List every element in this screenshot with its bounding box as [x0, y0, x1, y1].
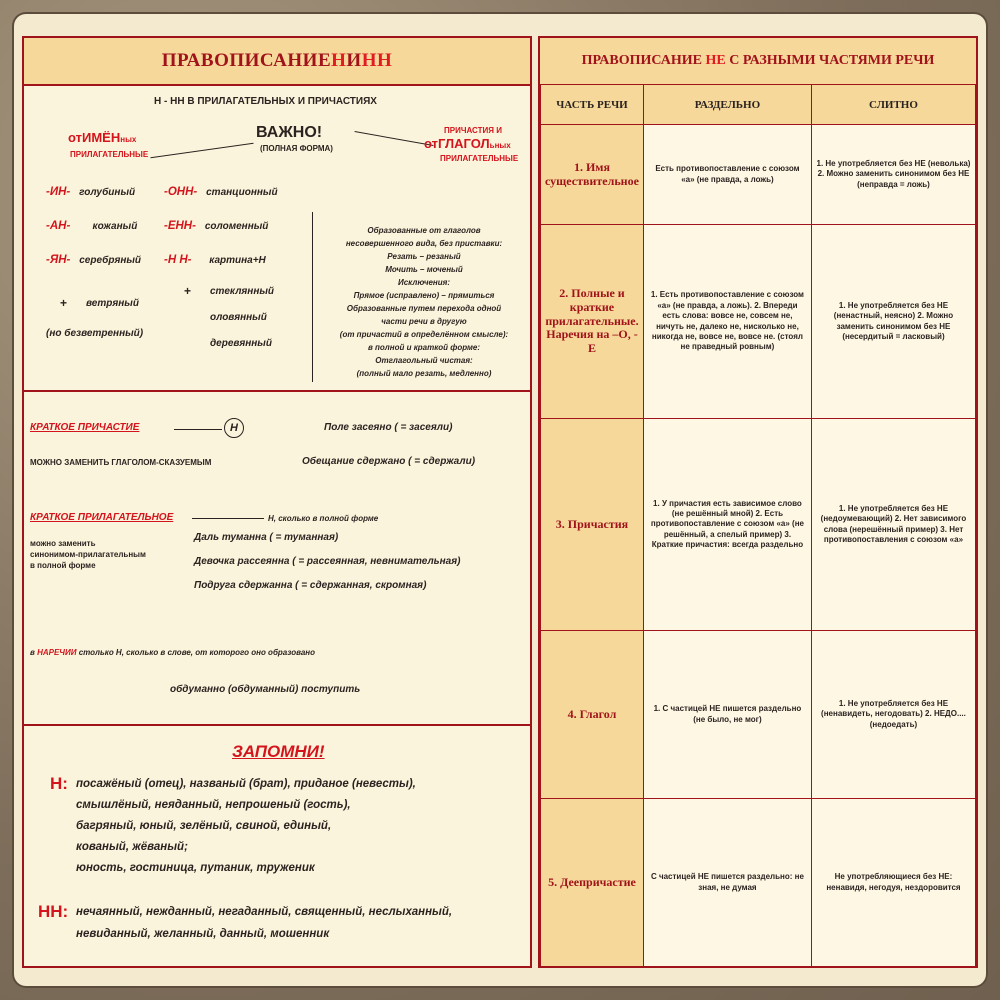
header-separate: РАЗДЕЛЬНО	[643, 85, 811, 125]
right-title	[540, 38, 976, 86]
verb-note: части речи в другую	[381, 317, 467, 326]
suffix-example: соломенный	[204, 221, 269, 232]
n-label: Н:	[50, 774, 68, 793]
header-together: СЛИТНО	[811, 85, 975, 125]
verb-note: Отглагольный чистая:	[375, 356, 473, 365]
arrow-right	[355, 131, 434, 146]
important-label: ВАЖНО!	[256, 124, 323, 141]
from-nouns-a: от	[68, 130, 82, 145]
suffix-row	[46, 216, 141, 250]
short-adjective-label: КРАТКОЕ ПРИЛАГАТЕЛЬНОЕ	[30, 512, 174, 523]
left-panel	[22, 36, 532, 968]
plus-words-2	[210, 286, 274, 364]
word-line: нечаянный, нежданный, негаданный, священный, неслыханный,	[76, 906, 453, 918]
title-part: С РАЗНЫМИ ЧАСТЯМИ РЕЧИ	[729, 53, 935, 68]
suffix-row	[46, 182, 141, 216]
suffix-example: кожаный	[92, 221, 138, 232]
verb-note: Прямое (исправлено) – прямиться	[353, 291, 495, 300]
suffix: -ИН-	[46, 186, 71, 198]
word-line: багряный, юный, зелёный, свиной, единый,	[76, 820, 332, 832]
important-sub: (ПОЛНАЯ ФОРМА)	[260, 144, 333, 153]
part-cell: 4. Глагол	[541, 631, 644, 799]
together-cell: Не употребляющиеся без НЕ: ненавидя, негодуя, нездоровится	[811, 799, 975, 967]
section-short-forms	[24, 392, 530, 726]
verb-note: несовершенного вида, без приставки:	[345, 239, 503, 248]
from-nouns-b: ИМЁН	[81, 130, 121, 145]
nn-words	[76, 906, 452, 950]
verb-note: Образованные путем перехода одной	[346, 304, 502, 313]
plus-word: деревянный	[210, 338, 272, 349]
example: Подруга сдержанна ( = сдержанная, скромная)	[194, 580, 427, 591]
suffix-column-1	[46, 182, 141, 284]
suffix: -ЕНН-	[164, 220, 196, 232]
verb-note: в полной и краткой форме:	[367, 343, 481, 352]
part-cell: 5. Деепричастие	[541, 799, 644, 967]
adverb-example: обдуманно (обдуманный) поступить	[170, 684, 361, 695]
title-part: ПРАВОПИСАНИЕ	[581, 53, 703, 68]
short-adjective-examples	[194, 532, 460, 604]
adverb-b: НАРЕЧИИ	[37, 648, 77, 657]
ne-table	[540, 84, 976, 967]
verb-note: Резать – резаный	[387, 252, 461, 261]
suffix-example: голубиный	[79, 187, 136, 198]
short-participle-note: МОЖНО ЗАМЕНИТЬ ГЛАГОЛОМ-СКАЗУЕМЫМ	[30, 458, 212, 467]
short-adjective-rule: Н, сколько в полной форме	[268, 514, 379, 523]
remember-title: ЗАПОМНИ!	[232, 742, 325, 761]
divider-line	[312, 212, 313, 382]
short-participle-label: КРАТКОЕ ПРИЧАСТИЕ	[30, 422, 140, 433]
short-participle-example-2: Обещание сдержано ( = сдержали)	[302, 456, 476, 467]
plus-sign-2: +	[184, 284, 192, 298]
table-header-row	[541, 85, 976, 125]
table-row	[541, 631, 976, 799]
part-cell: 1. Имя существительное	[541, 125, 644, 225]
verb-note: Образованные от глаголов	[367, 226, 481, 235]
word-line: кованый, жёваный;	[76, 841, 188, 853]
adverb-c: столько Н, сколько в слове, от которого оно образовано	[76, 648, 315, 657]
part-cell: 2. Полные и краткие прилагательные. Наречия на –О, - Е	[541, 225, 644, 419]
verb-note: (от причастий в определённом смысле):	[339, 330, 509, 339]
together-cell: 1. Не употребляется без НЕ (ненастный, неясно) 2. Можно заменить синонимом без НЕ (несердитый = ласковый)	[811, 225, 975, 419]
suffix-row	[164, 216, 278, 250]
word-line: невиданный, желанный, данный, мошенник	[76, 928, 330, 940]
note-line: можно заменить	[30, 539, 96, 548]
suffix-example: станционный	[206, 187, 278, 198]
separate-cell: С частицей НЕ пишется раздельно: не зная, не думая	[643, 799, 811, 967]
n-circle: Н	[224, 418, 244, 438]
separate-cell: 1. С частицей НЕ пишется раздельно (не было, не мог)	[643, 631, 811, 799]
suffix-row	[46, 250, 141, 284]
word-line: юность, гостиница, путаник, труженик	[76, 862, 315, 874]
suffix-example: картина+Н	[209, 255, 266, 266]
verb-note: (полный мало резать, медленно)	[356, 369, 492, 378]
from-nouns-label	[68, 130, 136, 145]
together-cell: 1. Не употребляется без НЕ (неволька) 2. Можно заменить синонимом без НЕ (неправда = ложь)	[811, 125, 975, 225]
table-row	[541, 125, 976, 225]
from-verbs-b: отГЛАГОЛ	[424, 136, 490, 151]
verb-note: Мочить – моченый	[385, 265, 463, 274]
suffix: -ОНН-	[164, 186, 198, 198]
adverb-rule	[30, 648, 315, 657]
suffix: -АН-	[46, 220, 71, 232]
arrow-left	[150, 143, 253, 158]
suffix-row	[164, 250, 278, 284]
header-part: ЧАСТЬ РЕЧИ	[541, 85, 644, 125]
title-part: И	[346, 50, 362, 71]
from-verbs-sub: ПРИЛАГАТЕЛЬНЫЕ	[440, 154, 519, 163]
plus-word: оловянный	[210, 312, 267, 323]
word-line: посажёный (отец), названый (брат), приданое (невесты),	[76, 778, 416, 790]
title-part: ПРАВОПИСАНИЕ	[161, 50, 332, 71]
suffix-column-2	[164, 182, 278, 284]
part-cell: 3. Причастия	[541, 419, 644, 631]
table-row	[541, 225, 976, 419]
right-panel	[538, 36, 978, 968]
suffix-example: серебряный	[79, 255, 142, 266]
plus-word: стеклянный	[210, 286, 275, 297]
suffix: -ЯН-	[46, 254, 71, 266]
from-nouns-c: ных	[120, 135, 137, 144]
separate-cell: 1. У причастия есть зависимое слово (не решённый мной) 2. Есть противопоставление с союзом «а» (не решённый, а спелый пример) 3. Краткие причастия: всегда раздельно	[643, 419, 811, 631]
section-n-nn-adjectives	[24, 84, 530, 392]
table-row	[541, 799, 976, 967]
n-words	[76, 778, 416, 883]
suffix-row	[164, 182, 278, 216]
separate-cell: 1. Есть противопоставление с союзом «а» (не правда, а ложь). 2. Впереди есть слова: вовсе не, совсем не, ничуть не, далеко не, нисколько не, никогда не, вовсе не, вовсе не. (стоял не праведный ровным)	[643, 225, 811, 419]
table-row	[541, 419, 976, 631]
together-cell: 1. Не употребляется без НЕ (ненавидеть, негодовать) 2. НЕДО.... (недоедать)	[811, 631, 975, 799]
from-verbs-label	[424, 136, 511, 151]
separate-cell: Есть противопоставление с союзом «а» (не правда, а ложь)	[643, 125, 811, 225]
suffix: -Н Н-	[164, 254, 192, 266]
section-subtitle: Н - НН В ПРИЛАГАТЕЛЬНЫХ И ПРИЧАСТИЯХ	[154, 96, 377, 107]
nn-label: НН:	[38, 902, 69, 921]
together-cell: 1. Не употребляется без НЕ (недоумевающий) 2. Нет зависимого слова (нерешённый пример) 3. Нет противопоставления с союзом «а»	[811, 419, 975, 631]
plus-note-1: (но безветренный)	[46, 328, 144, 339]
from-verbs-a: ПРИЧАСТИЯ И	[444, 126, 502, 135]
title-highlight-n: Н	[331, 50, 347, 71]
short-participle-example-1: Поле засеяно ( = засеяли)	[324, 422, 453, 433]
note-line: в полной форме	[30, 561, 96, 570]
adverb-a: в	[30, 648, 38, 657]
title-highlight-ne: НЕ	[705, 53, 726, 68]
example: Девочка рассеянна ( = рассеянная, невнимательная)	[194, 556, 461, 567]
word-line: смышлёный, неяданный, непрошеный (гость),	[76, 799, 351, 811]
note-line: синонимом-прилагательным	[30, 550, 146, 559]
arrow	[174, 429, 222, 430]
title-highlight-nn: НН	[361, 50, 393, 71]
from-nouns-sub: ПРИЛАГАТЕЛЬНЫЕ	[70, 150, 149, 159]
example: Даль туманна ( = туманная)	[194, 532, 339, 543]
verb-notes	[324, 224, 524, 380]
left-title	[24, 38, 530, 86]
section-remember	[24, 726, 530, 966]
short-adjective-note	[30, 538, 146, 571]
plus-word-1: ветряный	[86, 298, 139, 309]
from-verbs-c: ьных	[489, 141, 511, 150]
arrow	[192, 518, 264, 519]
verb-note: Исключения:	[397, 278, 451, 287]
plus-sign-1: +	[60, 296, 68, 310]
